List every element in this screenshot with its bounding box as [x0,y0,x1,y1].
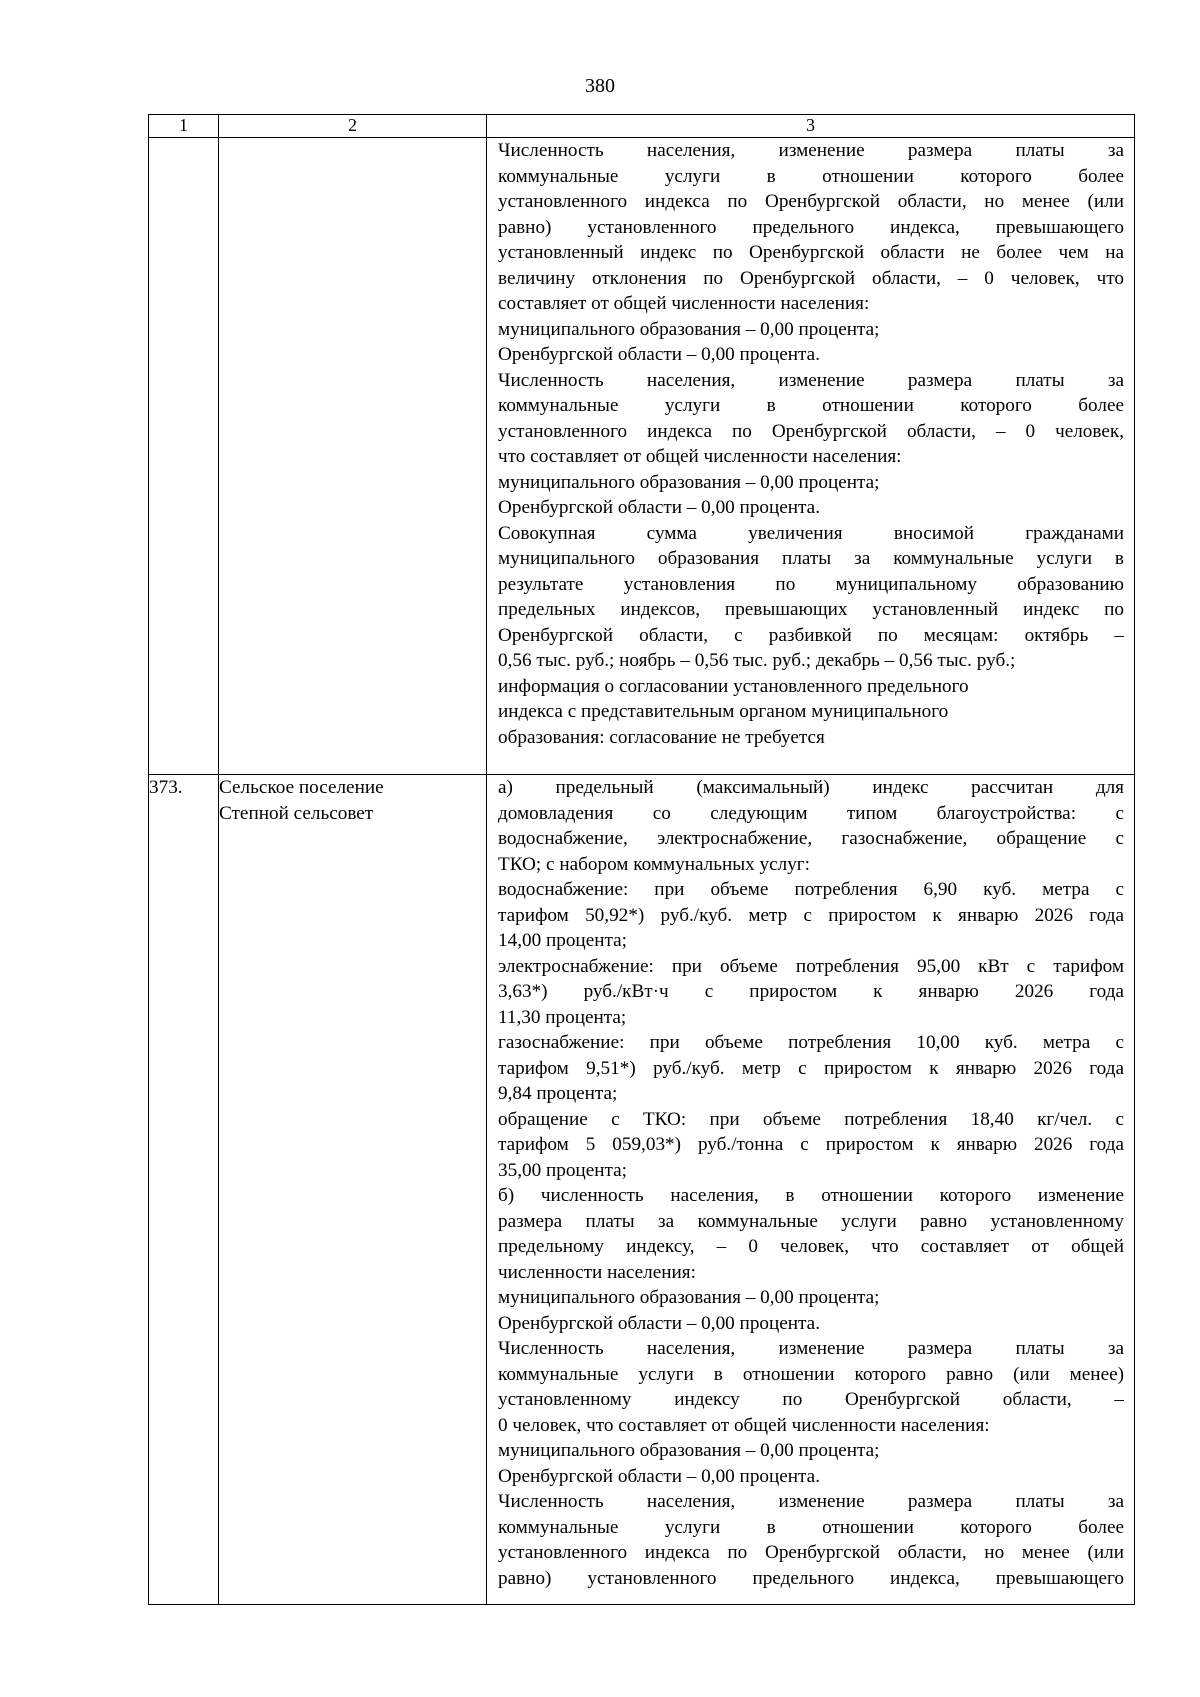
row-content-cell [487,775,1135,1605]
settlement-name-line: Сельское поселение [219,777,384,798]
content-lines [487,138,1134,750]
content-line: коммунальные услуги в отношении которого более [498,165,1124,187]
row-number-cell [149,138,219,775]
content-line: коммунальные услуги в отношении которого более [498,395,1124,416]
page-number: 380 [585,75,615,97]
content-line: тарифом 9,51*) руб./куб. метр с приростом к январю 2026 года [498,1057,1124,1079]
content-line: установленный индекс по Оренбургской области не более чем на [498,242,1124,263]
content-line: газоснабжение: при объеме потребления 10,00 куб. метра с [498,1032,1124,1053]
content-line: численности населения: [498,1261,696,1283]
table-header-row [149,115,1135,138]
table-row [149,775,1135,1605]
content-line: водоснабжение, электроснабжение, газоснабжение, обращение с [498,828,1124,849]
content-line: информация о согласовании установленного предельного [498,675,969,697]
content-line: Численность населения, изменение размера платы за [498,1338,1124,1359]
content-line: 0,56 тыс. руб.; ноябрь – 0,56 тыс. руб.; декабрь – 0,56 тыс. руб.; [498,650,1016,671]
content-line: Численность населения, изменение размера платы за [498,1491,1124,1512]
document-table [148,114,1135,1605]
row-number [149,138,218,164]
content-line: установленному индексу по Оренбургской области, – [498,1389,1124,1410]
table-row [149,138,1135,775]
content-line: муниципального образования – 0,00 процента; [498,318,880,340]
content-line: Численность населения, изменение размера платы за [498,369,1124,391]
content-line: Численность населения, изменение размера платы за [498,140,1124,161]
content-line: 14,00 процента; [498,930,627,951]
content-line: индекса с представительным органом муниципального [498,701,949,722]
content-line: установленного индекса по Оренбургской области, но менее (или [498,191,1124,212]
settlement-name-line: Степной сельсовет [219,802,374,824]
row-content-cell [487,138,1135,775]
row-number: 373. [149,777,183,798]
content-line: ТКО; с набором коммунальных услуг: [498,853,811,875]
content-line: 0 человек, что составляет от общей численности населения: [498,1414,990,1436]
content-line: равно) установленного предельного индекса, превышающего [498,1567,1124,1589]
content-line: Оренбургской области, с разбивкой по месяцам: октябрь – [498,624,1124,646]
column-header-3: 3 [487,115,1135,138]
content-lines [487,775,1134,1591]
content-line: предельному индексу, – 0 человек, что составляет от общей [498,1236,1124,1257]
content-line: что составляет от общей численности населения: [498,446,902,467]
content-line: Совокупная сумма увеличения вносимой гражданами [498,522,1124,544]
content-line: тарифом 5 059,03*) руб./тонна с приростом к январю 2026 года [498,1134,1124,1155]
content-line: б) численность населения, в отношении которого изменение [498,1185,1124,1206]
column-header-1: 1 [149,115,219,138]
row-name-cell [219,138,487,775]
content-line: установленного индекса по Оренбургской области, – 0 человек, [498,420,1124,442]
content-line: муниципального образования платы за коммунальные услуги в [498,548,1124,569]
column-header-2: 2 [219,115,487,138]
row-name-cell [219,775,487,1605]
content-line: электроснабжение: при объеме потребления 95,00 кВт с тарифом [498,955,1124,977]
row-number-cell [149,775,219,1605]
content-line: коммунальные услуги в отношении которого более [498,1516,1124,1538]
content-line: величину отклонения по Оренбургской области, – 0 человек, что [498,267,1124,289]
content-line: образования: согласование не требуется [498,726,825,748]
content-line: коммунальные услуги в отношении которого равно (или менее) [498,1363,1124,1385]
content-line: домовладения со следующим типом благоустройства: с [498,802,1124,824]
content-line: 35,00 процента; [498,1159,627,1181]
content-line: тарифом 50,92*) руб./куб. метр с приростом к январю 2026 года [498,904,1124,926]
content-line: размера платы за коммунальные услуги равно установленному [498,1210,1124,1232]
content-line: результате установления по муниципальному образованию [498,573,1124,595]
content-line: Оренбургской области – 0,00 процента. [498,344,820,365]
content-line: равно) установленного предельного индекса, превышающего [498,216,1124,238]
content-line: предельных индексов, превышающих установленный индекс по [498,599,1124,620]
content-line: а) предельный (максимальный) индекс рассчитан для [498,777,1124,798]
content-line: обращение с ТКО: при объеме потребления 18,40 кг/чел. с [498,1108,1124,1130]
content-line: 11,30 процента; [498,1006,627,1028]
content-line: муниципального образования – 0,00 процента; [498,1287,880,1308]
content-line: муниципального образования – 0,00 процента; [498,1440,880,1461]
content-line: Оренбургской области – 0,00 процента. [498,1465,820,1487]
content-line: 3,63*) руб./кВт·ч с приростом к январю 2026 года [498,981,1124,1002]
content-line: Оренбургской области – 0,00 процента. [498,1312,820,1334]
content-line: 9,84 процента; [498,1083,618,1104]
content-line: водоснабжение: при объеме потребления 6,90 куб. метра с [498,879,1124,900]
content-line: составляет от общей численности населения: [498,293,870,314]
content-line: Оренбургской области – 0,00 процента. [498,497,820,518]
content-line: установленного индекса по Оренбургской области, но менее (или [498,1542,1124,1563]
content-line: муниципального образования – 0,00 процента; [498,471,880,493]
